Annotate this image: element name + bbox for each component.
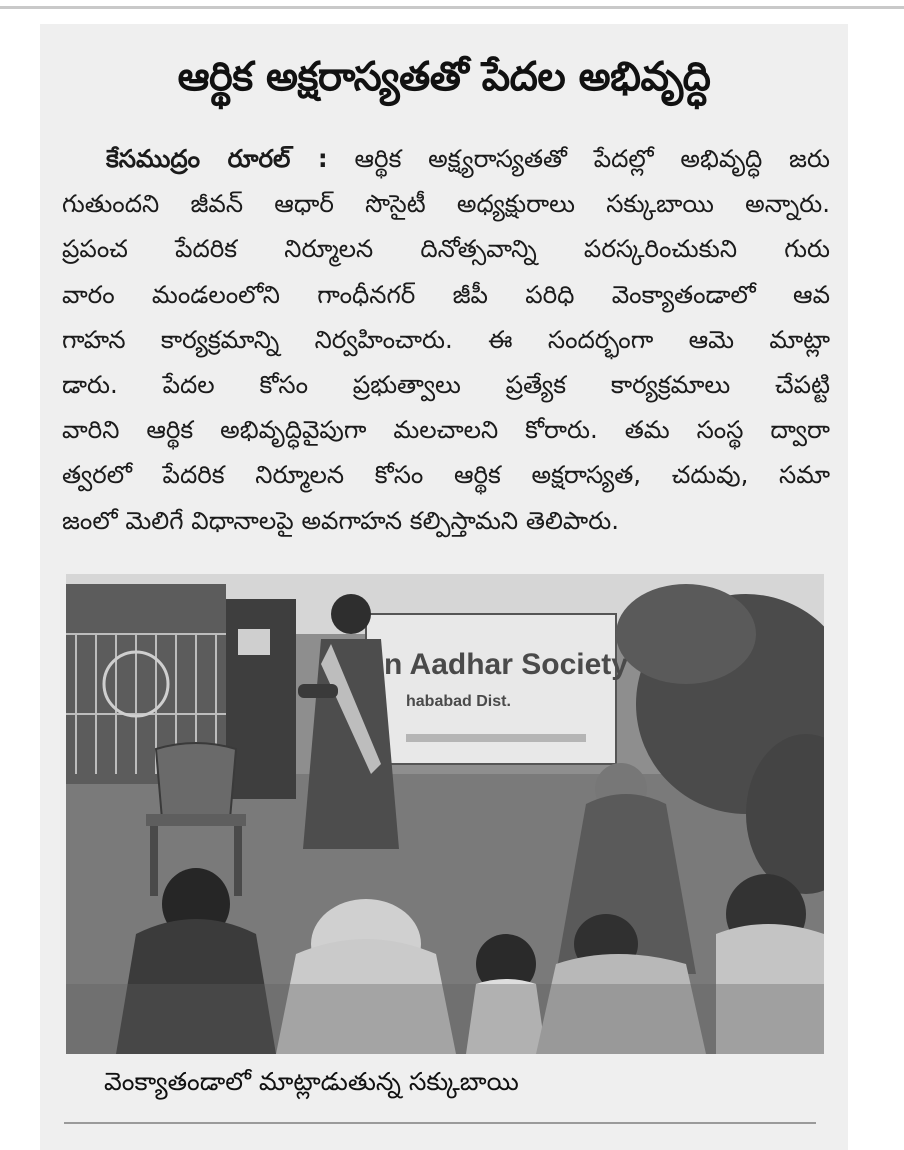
body-line-4: వారం మండలంలోని గాంధీనగర్ జీపీ పరిధి వెంక్యాతండాలో ఆవ xyxy=(62,279,830,309)
article-headline: ఆర్థిక అక్షరాస్యతతో పేదల అభివృద్ధి xyxy=(177,54,711,100)
body-line-5: గాహన కార్యక్రమాన్ని నిర్వహించారు. ఈ సందర్భంగా ఆమె మాట్లా xyxy=(62,324,830,354)
newspaper-clipping xyxy=(40,24,848,1150)
body-line-3: ప్రపంచ పేదరిక నిర్మూలన దినోత్సవాన్ని పరస్కరించుకుని గురు xyxy=(62,234,830,264)
bottom-divider xyxy=(64,1122,816,1124)
dateline: కేసముద్రం రూరల్ : xyxy=(106,144,328,173)
body-line-9: జంలో మెలిగే విధానాలపై అవగాహన కల్పిస్తామని తెలిపారు. xyxy=(62,505,619,535)
body-line-7: వారిని ఆర్థిక అభివృద్ధివైపుగా మలచాలని కోరారు. తమ సంస్థ ద్వారా xyxy=(62,415,830,445)
article-body xyxy=(62,136,830,543)
body-line-1: కేసముద్రం రూరల్ : ఆర్థిక అక్ష్యరాస్యతతో పేదల్లో అభివృద్ధి జరు xyxy=(106,144,830,173)
body-line-8: త్వరలో పేదరిక నిర్మూలన కోసం ఆర్థిక అక్షరాస్యత, చదువు, సమా xyxy=(62,460,830,490)
article-photo xyxy=(66,574,824,1054)
body-line-6: డారు. పేదల కోసం ప్రభుత్వాలు ప్రత్యేక కార్యక్రమాలు చేపట్టి xyxy=(62,369,830,399)
photo-caption: వెంక్యాతండాలో మాట్లాడుతున్న సక్కుబాయి xyxy=(104,1067,519,1096)
banner-text-2: hababad Dist. xyxy=(406,693,511,710)
top-divider xyxy=(0,6,904,9)
photo-illustration xyxy=(66,574,824,1054)
banner-text-1: n Aadhar Society xyxy=(384,648,628,681)
body-line-2: గుతుందని జీవన్ ఆధార్ సొసైటీ అధ్యక్షురాలు సక్కుబాయి అన్నారు. xyxy=(62,189,830,219)
